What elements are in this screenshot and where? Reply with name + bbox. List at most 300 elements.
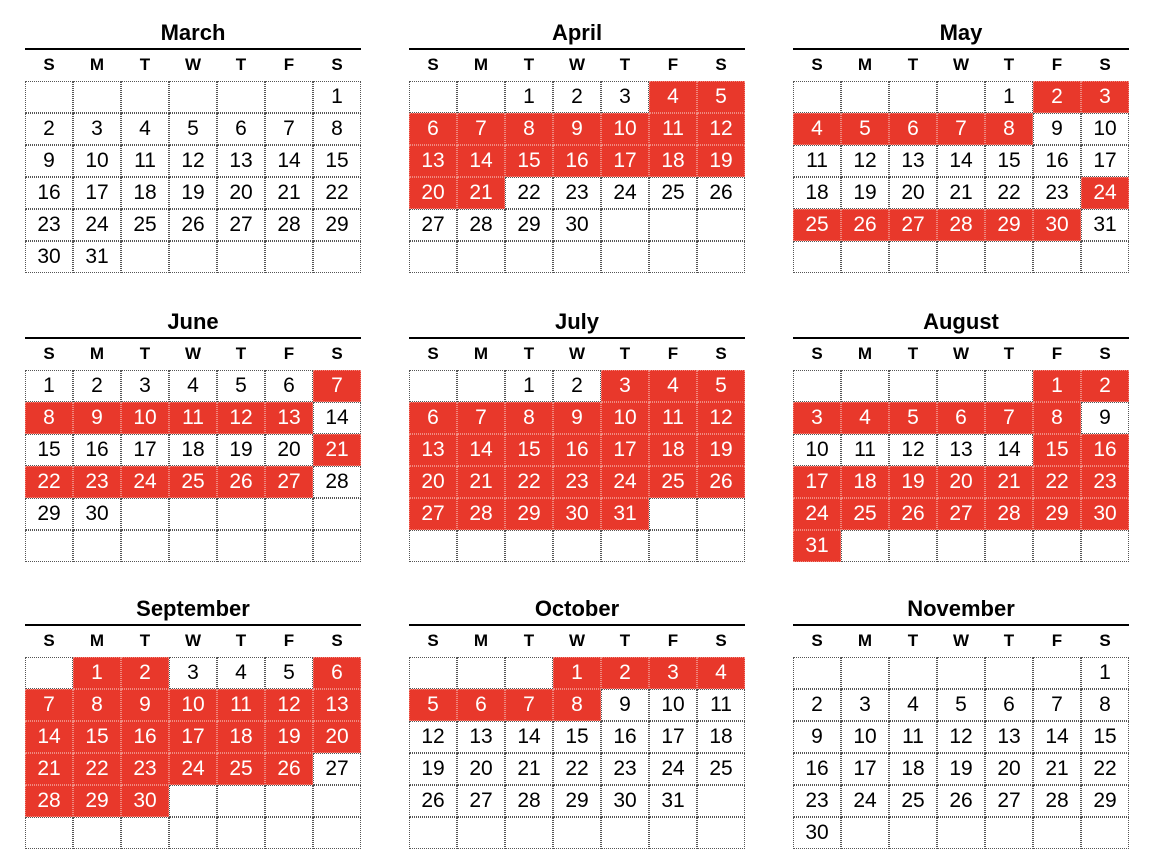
- day-cell: 21: [265, 177, 313, 209]
- day-cell-highlighted: 20: [937, 466, 985, 498]
- day-cell: 23: [1033, 177, 1081, 209]
- day-cell: 29: [553, 785, 601, 817]
- day-cell-highlighted: 7: [457, 113, 505, 145]
- day-cell-highlighted: 3: [601, 370, 649, 402]
- day-grid: [409, 81, 745, 273]
- month-divider: [793, 337, 1129, 339]
- empty-cell: [1081, 817, 1129, 849]
- day-cell-highlighted: 15: [505, 434, 553, 466]
- empty-cell: [457, 241, 505, 273]
- empty-cell: [217, 81, 265, 113]
- day-cell: 26: [697, 177, 745, 209]
- day-cell: 10: [649, 689, 697, 721]
- day-cell: 13: [937, 434, 985, 466]
- weekday-header: T: [523, 344, 535, 363]
- day-cell-highlighted: 2: [1081, 370, 1129, 402]
- day-cell-highlighted: 6: [457, 689, 505, 721]
- day-cell: 30: [25, 241, 73, 273]
- empty-cell: [265, 785, 313, 817]
- day-cell-highlighted: 4: [649, 81, 697, 113]
- day-cell: 24: [601, 177, 649, 209]
- day-cell-highlighted: 26: [697, 466, 745, 498]
- day-cell-highlighted: 6: [313, 657, 361, 689]
- empty-cell: [265, 817, 313, 849]
- day-cell-highlighted: 11: [169, 402, 217, 434]
- weekday-header: M: [473, 55, 489, 74]
- day-cell: 25: [697, 753, 745, 785]
- empty-cell: [217, 785, 265, 817]
- weekday-header: W: [568, 55, 586, 74]
- day-cell-highlighted: 8: [985, 113, 1033, 145]
- day-cell: 27: [457, 785, 505, 817]
- weekday-header: S: [811, 631, 823, 650]
- day-cell-highlighted: 9: [73, 402, 121, 434]
- day-cell-highlighted: 2: [121, 657, 169, 689]
- day-grid: [25, 657, 361, 849]
- day-cell-highlighted: 17: [601, 145, 649, 177]
- day-cell: 25: [889, 785, 937, 817]
- day-cell: 16: [25, 177, 73, 209]
- day-cell-highlighted: 16: [1081, 434, 1129, 466]
- weekday-header: M: [89, 631, 105, 650]
- empty-cell: [313, 530, 361, 562]
- day-cell: 1: [25, 370, 73, 402]
- empty-cell: [313, 785, 361, 817]
- day-cell-highlighted: 17: [169, 721, 217, 753]
- day-cell-highlighted: 18: [841, 466, 889, 498]
- day-cell-highlighted: 27: [937, 498, 985, 530]
- empty-cell: [409, 81, 457, 113]
- weekday-header: M: [473, 344, 489, 363]
- empty-cell: [697, 209, 745, 241]
- empty-cell: [841, 241, 889, 273]
- weekday-header: W: [184, 55, 202, 74]
- day-cell-highlighted: 20: [313, 721, 361, 753]
- day-cell-highlighted: 5: [697, 81, 745, 113]
- weekday-header: T: [235, 344, 247, 363]
- day-cell-highlighted: 6: [409, 402, 457, 434]
- day-cell: 1: [313, 81, 361, 113]
- day-cell-highlighted: 30: [121, 785, 169, 817]
- weekday-header-row: [25, 51, 361, 79]
- day-cell: 12: [169, 145, 217, 177]
- empty-cell: [841, 530, 889, 562]
- empty-cell: [73, 81, 121, 113]
- day-cell-highlighted: 3: [649, 657, 697, 689]
- day-cell: 17: [841, 753, 889, 785]
- month-divider: [409, 337, 745, 339]
- day-cell: 9: [1033, 113, 1081, 145]
- day-cell-highlighted: 4: [697, 657, 745, 689]
- day-cell: 7: [265, 113, 313, 145]
- day-cell-highlighted: 7: [937, 113, 985, 145]
- weekday-header: S: [811, 344, 823, 363]
- empty-cell: [889, 81, 937, 113]
- day-cell-highlighted: 16: [553, 434, 601, 466]
- day-cell-highlighted: 14: [25, 721, 73, 753]
- empty-cell: [169, 498, 217, 530]
- day-cell: 31: [649, 785, 697, 817]
- weekday-header: F: [1051, 631, 1063, 650]
- empty-cell: [1033, 657, 1081, 689]
- day-cell-highlighted: 15: [73, 721, 121, 753]
- month-title: October: [534, 596, 620, 621]
- day-cell: 1: [985, 81, 1033, 113]
- day-cell: 21: [1033, 753, 1081, 785]
- day-cell: 10: [841, 721, 889, 753]
- day-cell: 19: [217, 434, 265, 466]
- day-cell: 16: [73, 434, 121, 466]
- empty-cell: [121, 241, 169, 273]
- weekday-header: M: [89, 344, 105, 363]
- empty-cell: [697, 241, 745, 273]
- empty-cell: [697, 530, 745, 562]
- day-cell: 3: [73, 113, 121, 145]
- empty-cell: [217, 498, 265, 530]
- empty-cell: [889, 817, 937, 849]
- day-cell-highlighted: 6: [889, 113, 937, 145]
- day-cell: 28: [265, 209, 313, 241]
- empty-cell: [1033, 530, 1081, 562]
- empty-cell: [169, 530, 217, 562]
- day-cell-highlighted: 27: [889, 209, 937, 241]
- day-cell: 17: [73, 177, 121, 209]
- weekday-header: W: [568, 344, 586, 363]
- month-title: September: [136, 596, 250, 621]
- day-cell-highlighted: 28: [985, 498, 1033, 530]
- empty-cell: [649, 530, 697, 562]
- empty-cell: [601, 241, 649, 273]
- weekday-header: T: [523, 631, 535, 650]
- day-cell: 1: [505, 81, 553, 113]
- empty-cell: [841, 81, 889, 113]
- empty-cell: [265, 241, 313, 273]
- day-cell: 19: [169, 177, 217, 209]
- day-cell: 15: [1081, 721, 1129, 753]
- day-cell: 5: [169, 113, 217, 145]
- day-grid: [25, 370, 361, 562]
- month-title: March: [160, 20, 226, 45]
- day-cell-highlighted: 30: [1081, 498, 1129, 530]
- empty-cell: [25, 657, 73, 689]
- weekday-header: T: [619, 631, 631, 650]
- day-cell-highlighted: 7: [985, 402, 1033, 434]
- empty-cell: [697, 817, 745, 849]
- weekday-header: S: [715, 344, 727, 363]
- weekday-header: M: [473, 631, 489, 650]
- weekday-header: W: [952, 344, 970, 363]
- day-cell: 1: [1081, 657, 1129, 689]
- day-cell-highlighted: 23: [73, 466, 121, 498]
- empty-cell: [505, 657, 553, 689]
- weekday-header: T: [907, 55, 919, 74]
- day-cell-highlighted: 2: [601, 657, 649, 689]
- day-cell-highlighted: 12: [265, 689, 313, 721]
- empty-cell: [841, 817, 889, 849]
- empty-cell: [1033, 241, 1081, 273]
- day-cell-highlighted: 24: [1081, 177, 1129, 209]
- day-cell: 19: [937, 753, 985, 785]
- weekday-header: T: [523, 55, 535, 74]
- day-cell-highlighted: 18: [649, 145, 697, 177]
- day-cell: 3: [841, 689, 889, 721]
- month-title: June: [167, 309, 219, 334]
- day-cell-highlighted: 29: [985, 209, 1033, 241]
- empty-cell: [265, 530, 313, 562]
- day-cell-highlighted: 18: [649, 434, 697, 466]
- day-cell: 16: [793, 753, 841, 785]
- day-cell: 25: [121, 209, 169, 241]
- day-cell-highlighted: 2: [1033, 81, 1081, 113]
- day-cell-highlighted: 5: [409, 689, 457, 721]
- day-cell-highlighted: 17: [601, 434, 649, 466]
- day-cell: 19: [841, 177, 889, 209]
- day-cell-highlighted: 25: [649, 466, 697, 498]
- empty-cell: [985, 241, 1033, 273]
- empty-cell: [937, 81, 985, 113]
- empty-cell: [169, 241, 217, 273]
- weekday-header: T: [139, 344, 151, 363]
- empty-cell: [265, 81, 313, 113]
- day-cell-highlighted: 25: [169, 466, 217, 498]
- day-cell: 18: [889, 753, 937, 785]
- day-cell: 30: [793, 817, 841, 849]
- empty-cell: [505, 530, 553, 562]
- month-divider: [793, 48, 1129, 50]
- weekday-header-row: [409, 340, 745, 368]
- empty-cell: [553, 530, 601, 562]
- empty-cell: [217, 241, 265, 273]
- day-grid: [793, 81, 1129, 273]
- empty-cell: [841, 657, 889, 689]
- empty-cell: [217, 817, 265, 849]
- empty-cell: [505, 817, 553, 849]
- day-cell: 14: [505, 721, 553, 753]
- day-cell-highlighted: 19: [697, 434, 745, 466]
- day-cell: 9: [793, 721, 841, 753]
- empty-cell: [409, 657, 457, 689]
- day-cell-highlighted: 12: [697, 402, 745, 434]
- empty-cell: [985, 657, 1033, 689]
- empty-cell: [937, 241, 985, 273]
- day-cell-highlighted: 28: [937, 209, 985, 241]
- month-title: April: [551, 20, 603, 45]
- empty-cell: [409, 530, 457, 562]
- empty-cell: [457, 370, 505, 402]
- weekday-header: M: [857, 344, 873, 363]
- day-cell-highlighted: 8: [73, 689, 121, 721]
- month-divider: [409, 624, 745, 626]
- day-cell-highlighted: 8: [1033, 402, 1081, 434]
- day-cell-highlighted: 1: [73, 657, 121, 689]
- day-cell: 31: [73, 241, 121, 273]
- day-cell-highlighted: 27: [265, 466, 313, 498]
- day-cell-highlighted: 7: [457, 402, 505, 434]
- empty-cell: [25, 817, 73, 849]
- day-cell: 30: [601, 785, 649, 817]
- day-cell-highlighted: 10: [601, 402, 649, 434]
- empty-cell: [937, 530, 985, 562]
- month-divider: [25, 48, 361, 50]
- weekday-header: F: [667, 344, 679, 363]
- day-cell-highlighted: 12: [217, 402, 265, 434]
- day-cell: 15: [25, 434, 73, 466]
- day-cell: 13: [217, 145, 265, 177]
- day-cell-highlighted: 11: [217, 689, 265, 721]
- weekday-header-row: [409, 627, 745, 655]
- day-cell-highlighted: 19: [697, 145, 745, 177]
- day-cell-highlighted: 4: [793, 113, 841, 145]
- day-cell-highlighted: 26: [265, 753, 313, 785]
- day-cell: 29: [1081, 785, 1129, 817]
- day-cell-highlighted: 21: [457, 466, 505, 498]
- day-cell: 6: [217, 113, 265, 145]
- day-cell: 23: [25, 209, 73, 241]
- day-cell: 20: [985, 753, 1033, 785]
- day-cell-highlighted: 24: [793, 498, 841, 530]
- day-cell: 27: [217, 209, 265, 241]
- day-cell-highlighted: 26: [889, 498, 937, 530]
- weekday-header: T: [907, 631, 919, 650]
- month-divider: [793, 624, 1129, 626]
- weekday-header: S: [427, 55, 439, 74]
- day-cell-highlighted: 16: [553, 145, 601, 177]
- day-cell-highlighted: 13: [409, 434, 457, 466]
- weekday-header: S: [715, 55, 727, 74]
- day-cell-highlighted: 4: [649, 370, 697, 402]
- day-cell-highlighted: 15: [505, 145, 553, 177]
- weekday-header: F: [1051, 55, 1063, 74]
- weekday-header-row: [793, 627, 1129, 655]
- weekday-header-row: [793, 340, 1129, 368]
- day-cell: 11: [697, 689, 745, 721]
- empty-cell: [1081, 241, 1129, 273]
- day-cell: 20: [265, 434, 313, 466]
- day-cell-highlighted: 5: [889, 402, 937, 434]
- day-cell: 24: [841, 785, 889, 817]
- empty-cell: [505, 241, 553, 273]
- empty-cell: [553, 241, 601, 273]
- empty-cell: [409, 241, 457, 273]
- weekday-header: F: [667, 631, 679, 650]
- empty-cell: [793, 81, 841, 113]
- month-title: August: [923, 309, 999, 334]
- empty-cell: [73, 530, 121, 562]
- empty-cell: [985, 817, 1033, 849]
- day-cell: 22: [1081, 753, 1129, 785]
- day-cell: 7: [1033, 689, 1081, 721]
- day-cell: 5: [937, 689, 985, 721]
- weekday-header: W: [184, 631, 202, 650]
- day-cell: 4: [169, 370, 217, 402]
- weekday-header: S: [1099, 631, 1111, 650]
- weekday-header: S: [331, 631, 343, 650]
- day-cell: 14: [313, 402, 361, 434]
- empty-cell: [649, 498, 697, 530]
- day-cell-highlighted: 20: [409, 466, 457, 498]
- weekday-header-row: [409, 51, 745, 79]
- weekday-header: W: [184, 344, 202, 363]
- empty-cell: [649, 241, 697, 273]
- empty-cell: [121, 817, 169, 849]
- day-cell-highlighted: 1: [1033, 370, 1081, 402]
- day-cell: 25: [649, 177, 697, 209]
- empty-cell: [217, 530, 265, 562]
- empty-cell: [985, 370, 1033, 402]
- day-cell: 27: [409, 209, 457, 241]
- day-cell-highlighted: 9: [121, 689, 169, 721]
- empty-cell: [793, 241, 841, 273]
- day-cell-highlighted: 9: [553, 402, 601, 434]
- empty-cell: [553, 817, 601, 849]
- empty-cell: [697, 498, 745, 530]
- empty-cell: [649, 817, 697, 849]
- day-cell-highlighted: 9: [553, 113, 601, 145]
- day-cell: 14: [937, 145, 985, 177]
- day-cell: 16: [1033, 145, 1081, 177]
- weekday-header: F: [283, 55, 295, 74]
- day-cell-highlighted: 29: [505, 498, 553, 530]
- empty-cell: [889, 370, 937, 402]
- day-cell: 23: [601, 753, 649, 785]
- day-cell: 22: [505, 177, 553, 209]
- day-cell-highlighted: 6: [937, 402, 985, 434]
- day-cell: 2: [553, 81, 601, 113]
- day-cell-highlighted: 28: [457, 498, 505, 530]
- day-cell-highlighted: 5: [841, 113, 889, 145]
- day-cell: 2: [793, 689, 841, 721]
- day-cell-highlighted: 22: [25, 466, 73, 498]
- empty-cell: [169, 81, 217, 113]
- day-cell-highlighted: 25: [841, 498, 889, 530]
- empty-cell: [1033, 817, 1081, 849]
- day-cell: 28: [457, 209, 505, 241]
- empty-cell: [601, 530, 649, 562]
- day-cell-highlighted: 22: [1033, 466, 1081, 498]
- day-cell-highlighted: 23: [553, 466, 601, 498]
- day-cell: 17: [1081, 145, 1129, 177]
- day-cell-highlighted: 31: [601, 498, 649, 530]
- empty-cell: [313, 817, 361, 849]
- day-cell: 18: [697, 721, 745, 753]
- weekday-header: M: [857, 55, 873, 74]
- day-cell-highlighted: 11: [649, 113, 697, 145]
- day-cell-highlighted: 22: [73, 753, 121, 785]
- empty-cell: [457, 530, 505, 562]
- day-cell: 29: [313, 209, 361, 241]
- weekday-header-row: [793, 51, 1129, 79]
- empty-cell: [121, 498, 169, 530]
- empty-cell: [985, 530, 1033, 562]
- weekday-header: T: [139, 55, 151, 74]
- weekday-header: W: [568, 631, 586, 650]
- day-cell: 3: [169, 657, 217, 689]
- day-cell: 1: [505, 370, 553, 402]
- day-cell-highlighted: 16: [121, 721, 169, 753]
- day-grid: [409, 657, 745, 849]
- day-cell-highlighted: 25: [217, 753, 265, 785]
- day-cell-highlighted: 19: [265, 721, 313, 753]
- day-cell-highlighted: 18: [217, 721, 265, 753]
- day-cell-highlighted: 4: [841, 402, 889, 434]
- day-cell-highlighted: 5: [697, 370, 745, 402]
- day-cell: 31: [1081, 209, 1129, 241]
- day-cell: 15: [985, 145, 1033, 177]
- day-cell-highlighted: 14: [457, 434, 505, 466]
- day-cell: 27: [985, 785, 1033, 817]
- day-cell: 22: [553, 753, 601, 785]
- empty-cell: [889, 241, 937, 273]
